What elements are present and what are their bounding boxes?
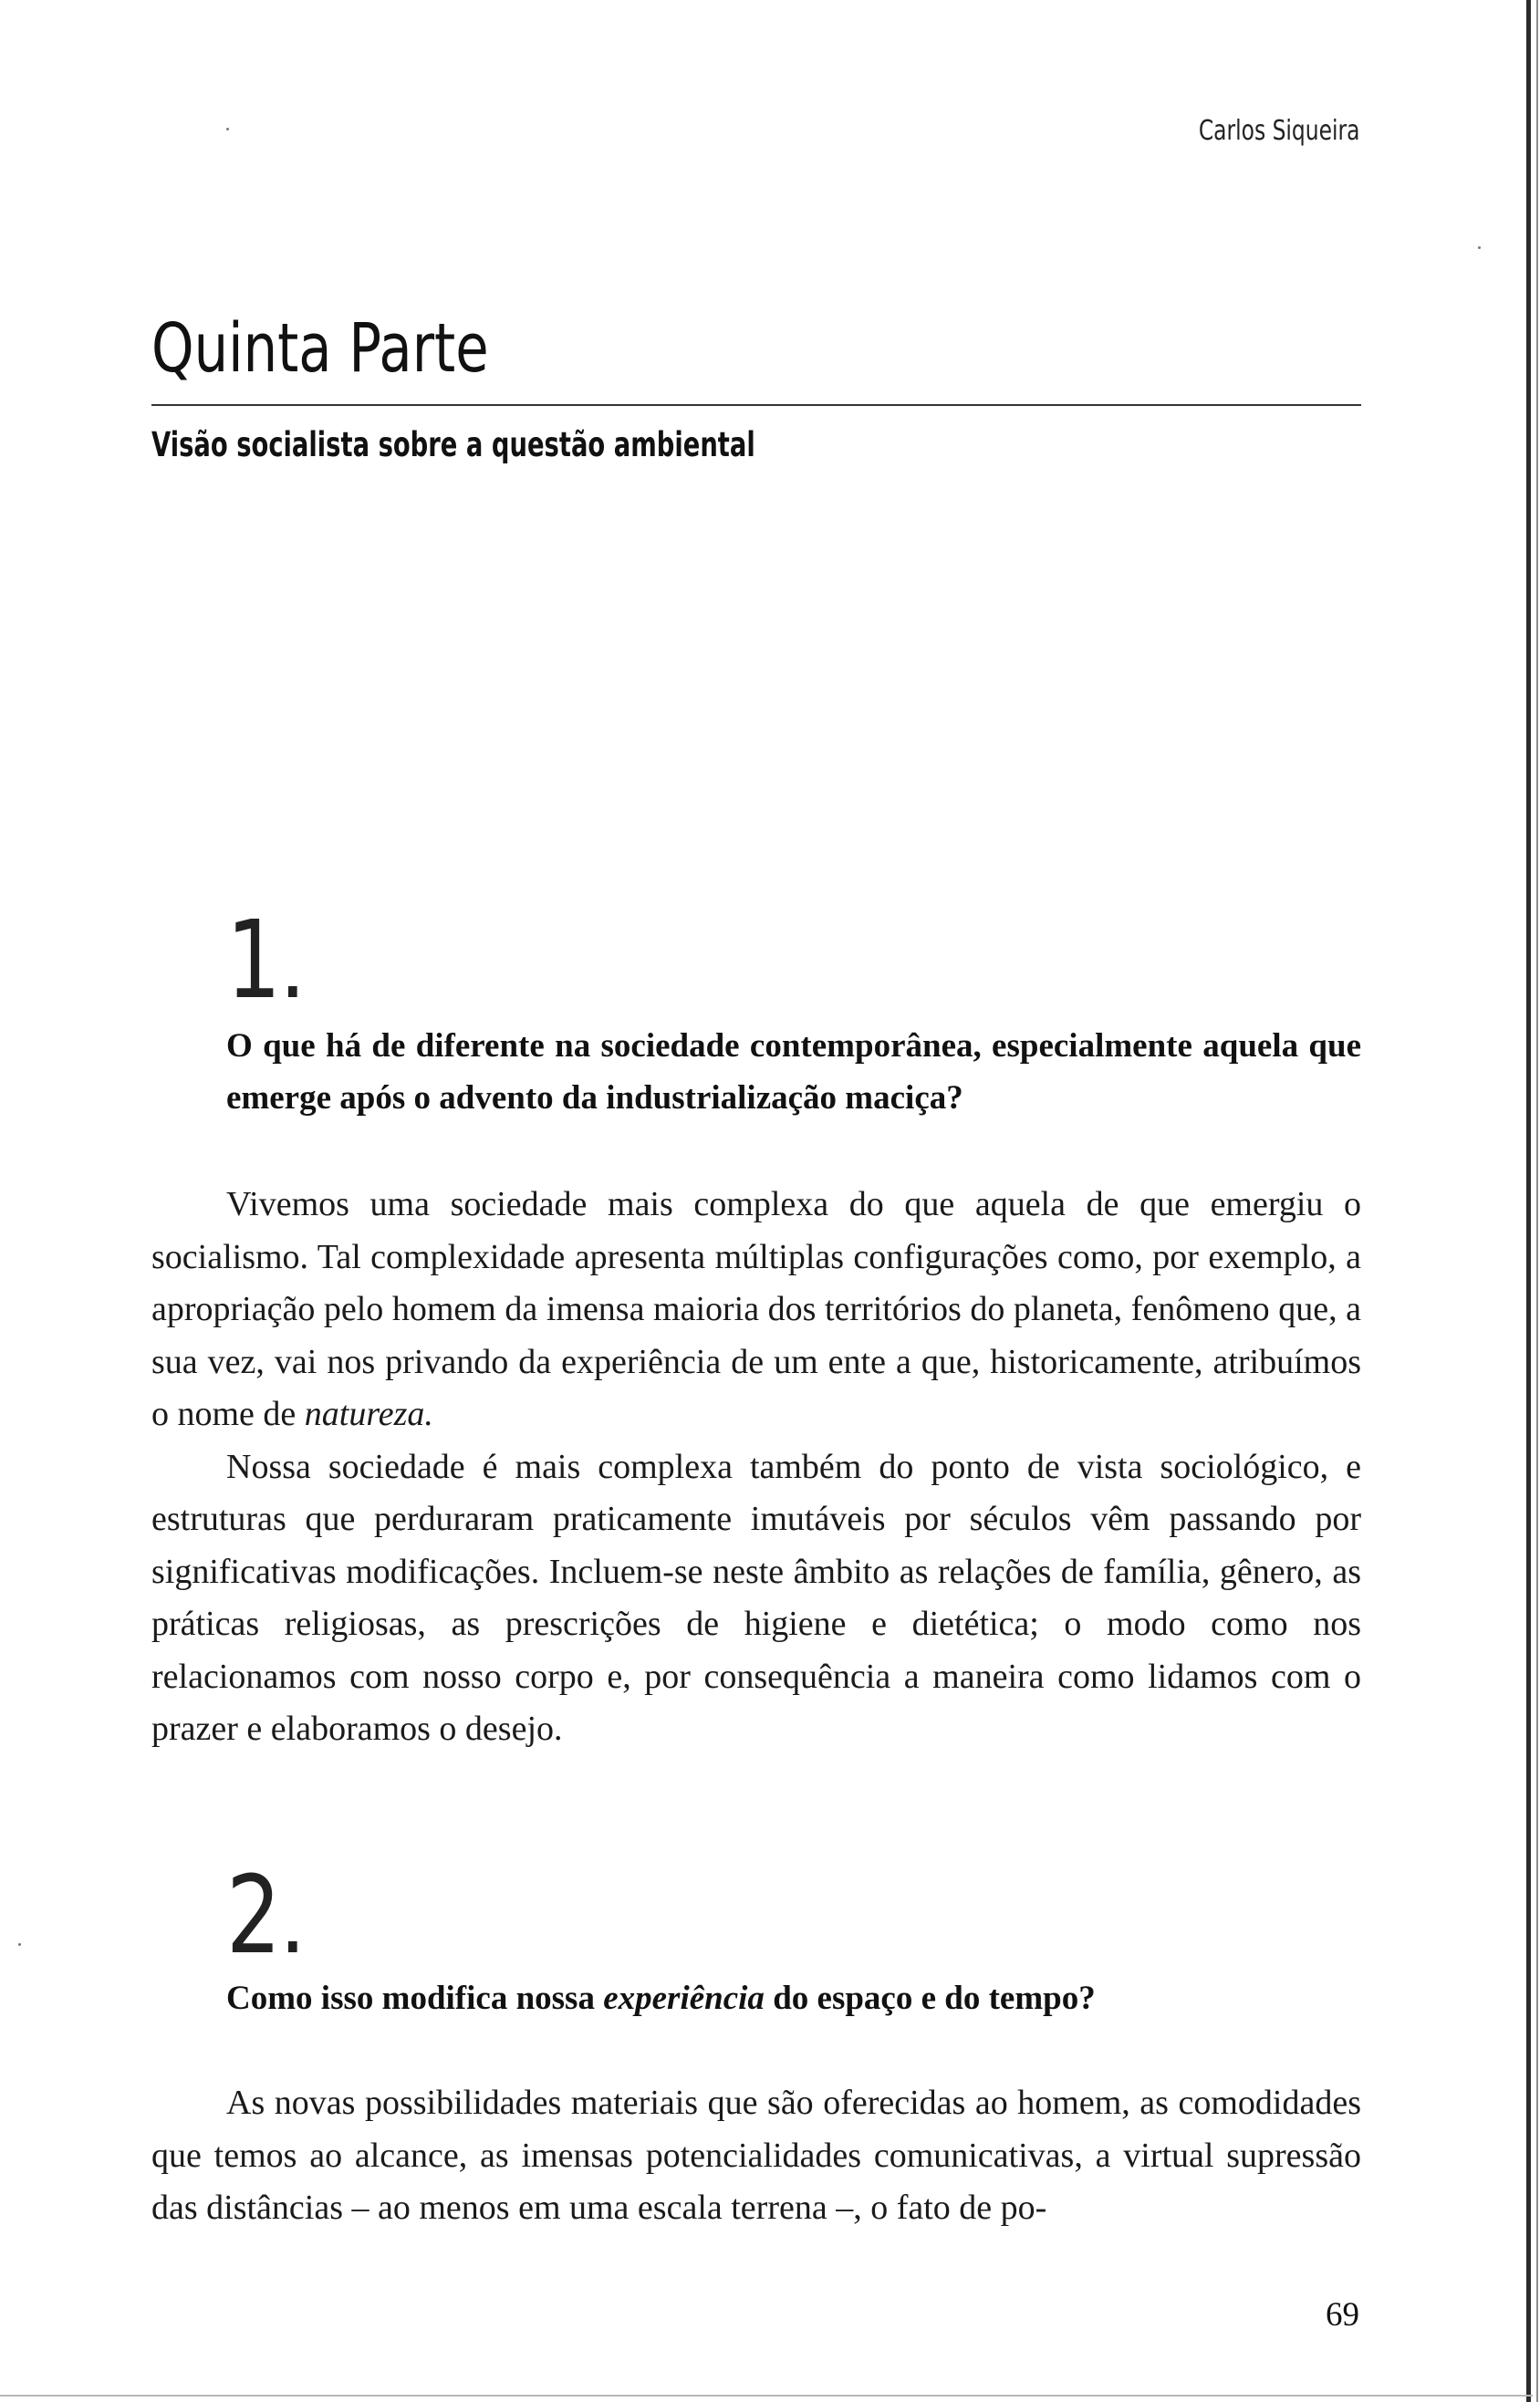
section-1-body	[151, 1179, 1361, 1756]
section-number-2-digit: 2	[226, 1852, 282, 1978]
section-number-1	[226, 897, 297, 1023]
scan-speck	[1478, 246, 1481, 249]
italic-term-experiencia: experiência	[603, 1980, 765, 2017]
scan-speck	[226, 128, 229, 130]
question-1: O que há de diferente na sociedade contemporânea, especialmente aquela que emerge após o advento da industrialização maciça?	[226, 1027, 1361, 1117]
paragraph-text: Vivemos uma sociedade mais complexa do que aquela de que emergiu o socialismo. Tal complexidade apresenta múltiplas configurações como, por exemplo, a apropriação pelo homem da imensa maioria dos territórios do planeta, fenômeno que, a sua vez, vai nos privando da experiência de um ente a que, historicamente, atribuímos o nome de	[151, 1185, 1361, 1433]
section-1-paragraph-1	[151, 1179, 1361, 1441]
section-number-2	[226, 1852, 297, 1978]
page-bottom-edge	[0, 2395, 1533, 2397]
page-number: 69	[1326, 2296, 1359, 2334]
italic-term-natureza: natureza.	[304, 1395, 433, 1433]
section-2-body	[151, 2077, 1361, 2235]
section-2-paragraph-1: As novas possibilidades materiais que são oferecidas ao homem, as comodidades que temos ao alcance, as imensas potencialidades comunicativas, a virtual supressão das distâncias – ao menos em uma escala terrena –, o fato de po-	[151, 2084, 1361, 2227]
part-subtitle: Visão socialista sobre a questão ambiental	[151, 425, 755, 464]
scan-speck	[18, 1943, 21, 1946]
question-2	[226, 1972, 1361, 2024]
running-head-author: Carlos Siqueira	[1198, 115, 1359, 147]
page-edge-shadow	[1526, 0, 1531, 2402]
section-number-dot	[288, 1941, 297, 1952]
page-edge-light	[1536, 0, 1538, 2402]
section-1-paragraph-2: Nossa sociedade é mais complexa também do ponto de vista sociológico, e estruturas que perduraram praticamente imutáveis por séculos vêm passando por significativas modificações. Incluem-se neste âmbito as relações de família, gênero, as práticas religiosas, as prescrições de higiene e dietética; o modo como nos relacionamos com nosso corpo e, por consequência a maneira como lidamos com o prazer e elaboramos o desejo.	[151, 1447, 1361, 1748]
question-text: Como isso modifica nossa	[226, 1980, 604, 2017]
section-number-1-digit: 1	[226, 897, 282, 1023]
question-text: do espaço e do tempo?	[764, 1980, 1096, 2017]
title-rule	[151, 404, 1361, 406]
part-title: Quinta Parte	[151, 309, 489, 388]
section-number-dot	[288, 986, 297, 997]
